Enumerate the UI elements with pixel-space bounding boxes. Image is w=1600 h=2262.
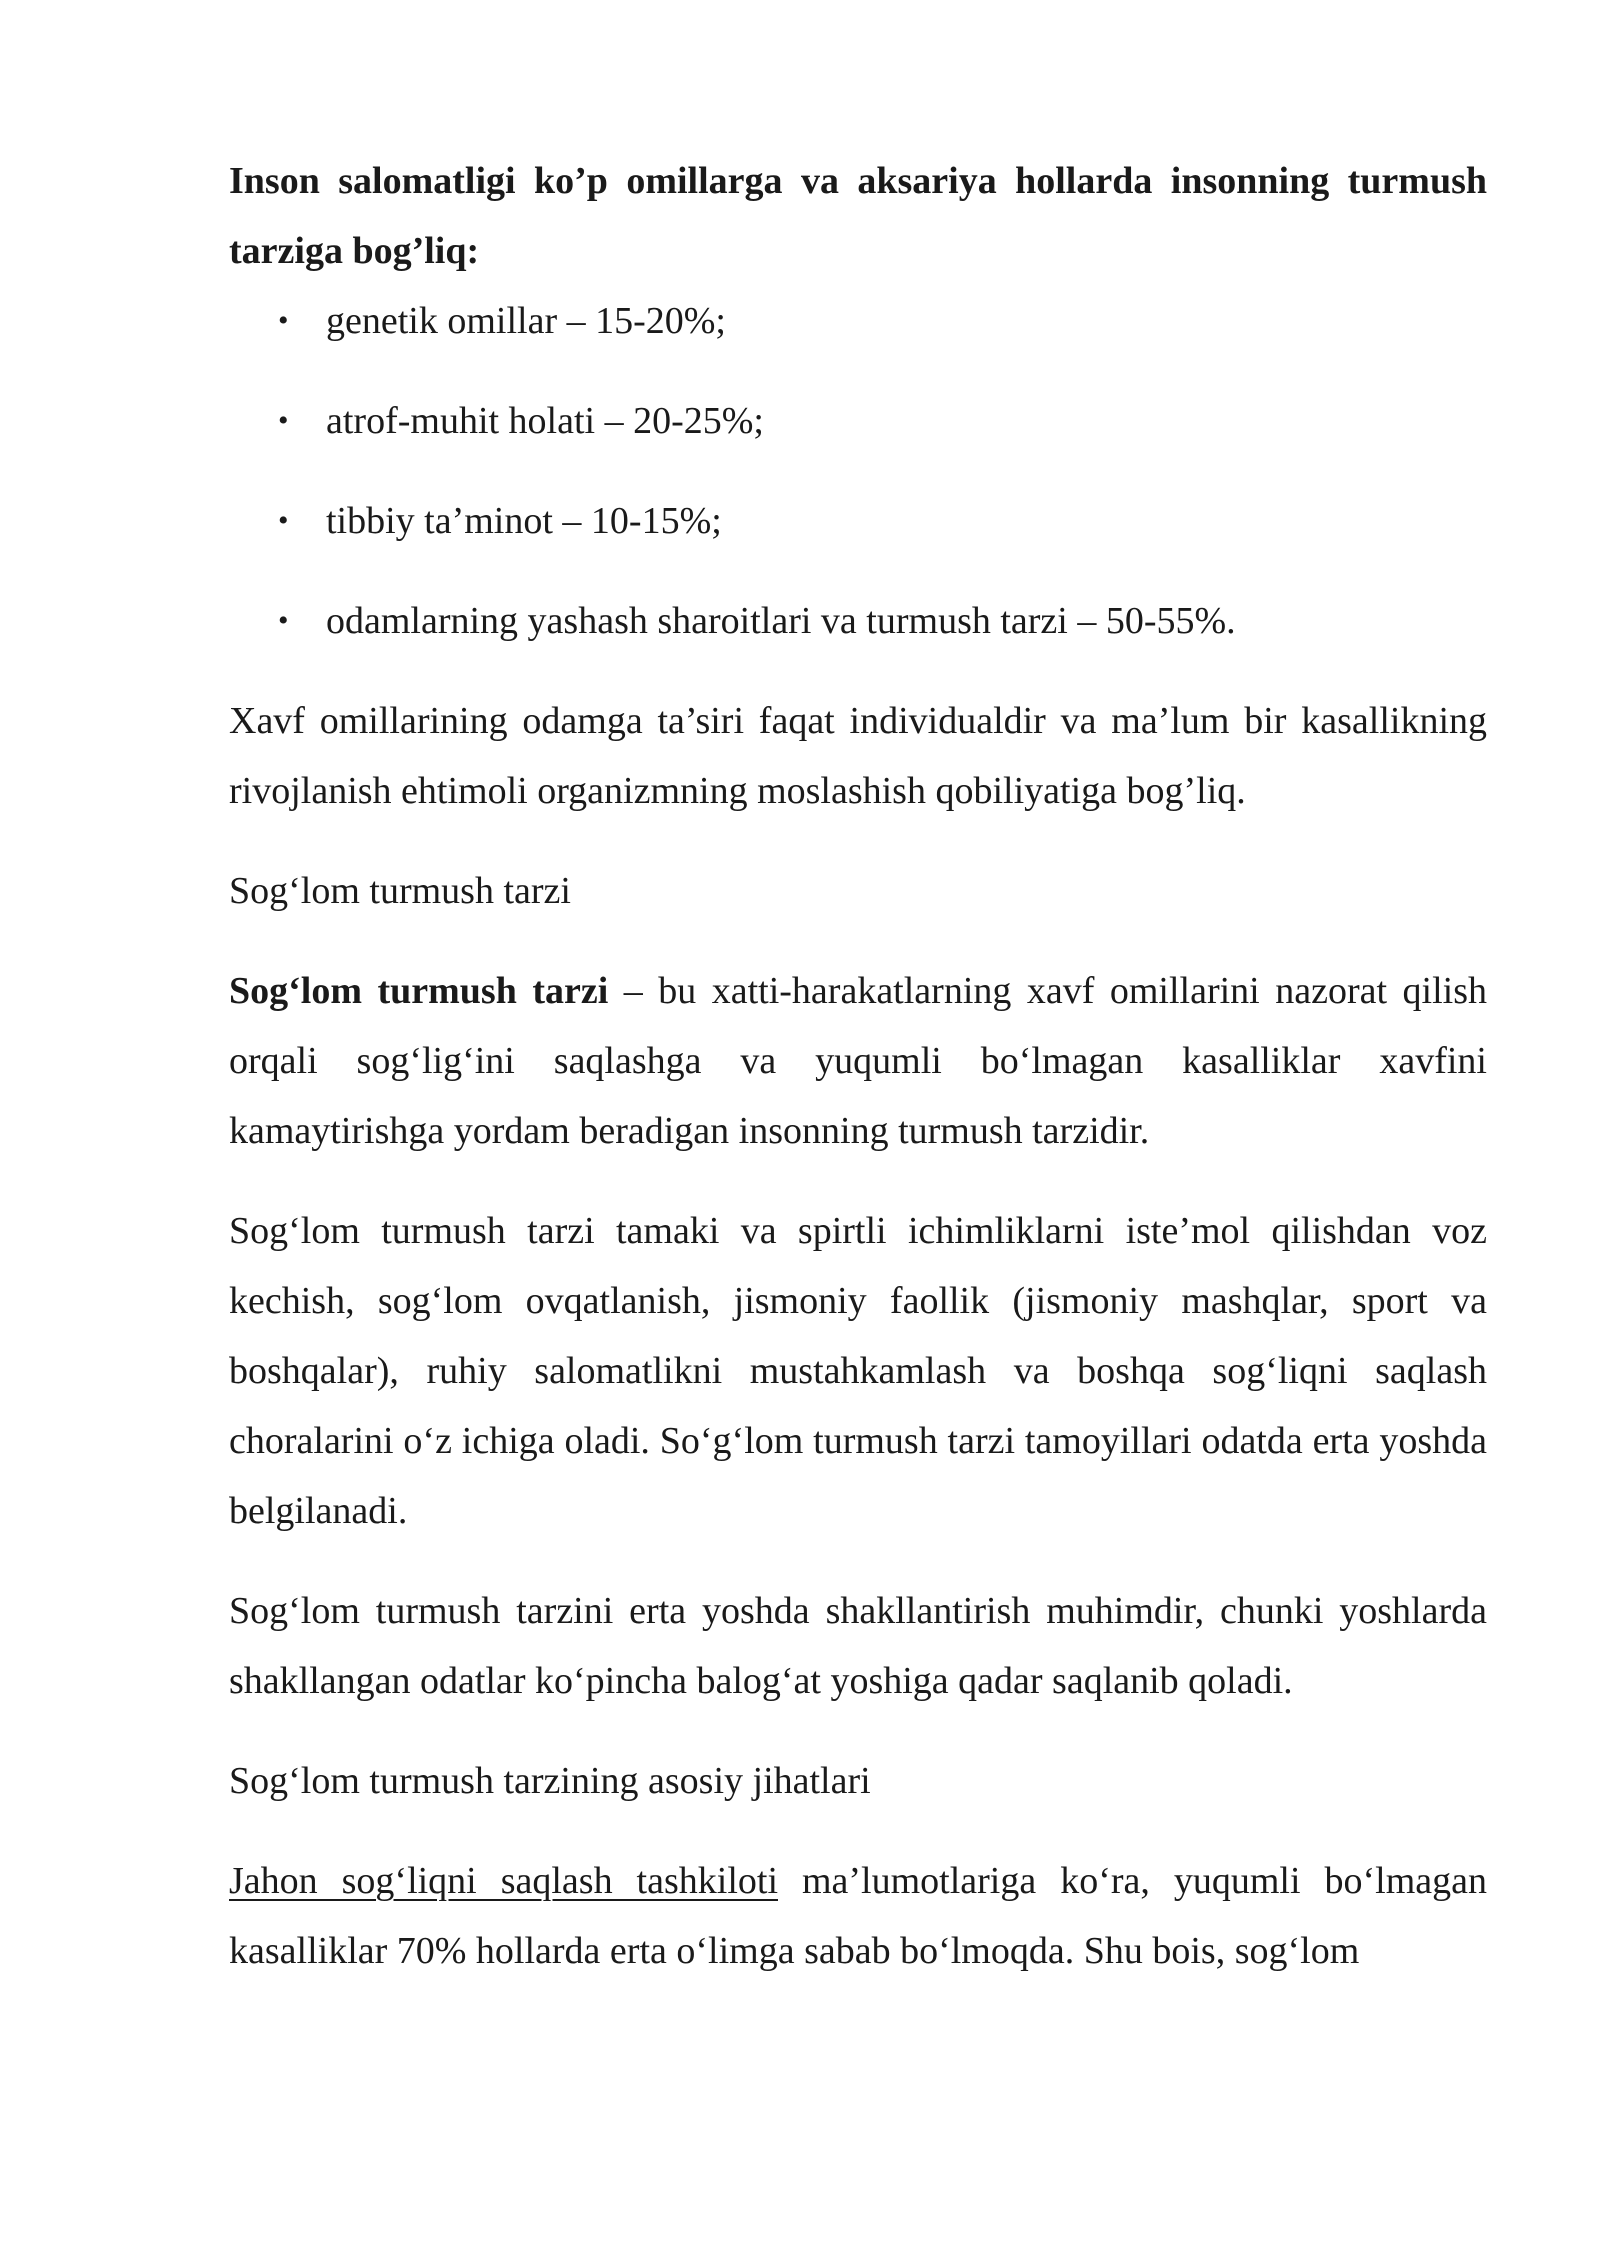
factors-list bbox=[229, 286, 1487, 656]
factor-text: tibbiy ta’minot – 10-15%; bbox=[326, 500, 722, 542]
list-item bbox=[229, 286, 1487, 356]
factor-text: genetik omillar – 15-20%; bbox=[326, 300, 726, 342]
bullet-icon: • bbox=[278, 304, 289, 337]
list-item bbox=[229, 386, 1487, 456]
risk-paragraph: Xavf omillarining odamga ta’siri faqat individualdir va ma’lum bir kasallikning rivojlanish ehtimoli organizmning moslashish qobiliyatiga bog’liq. bbox=[229, 700, 1487, 812]
definition-paragraph bbox=[229, 956, 1487, 1166]
bullet-icon: • bbox=[278, 504, 289, 537]
who-text: ma’lumotlariga ko‘ra, yuqumli bo‘lmagan kasalliklar 70% hollarda erta o‘limga sabab bo‘lmoqda. Shu bois, sog‘lom bbox=[229, 1860, 1487, 1972]
document-page bbox=[229, 146, 1487, 1986]
factor-text: odamlarning yashash sharoitlari va turmush tarzi – 50-55%. bbox=[326, 600, 1236, 642]
bullet-icon: • bbox=[278, 404, 289, 437]
list-item bbox=[229, 586, 1487, 656]
intro-heading: Inson salomatligi ko’p omillarga va aksariya hollarda insonning turmush tarziga bog’liq: bbox=[229, 160, 1487, 272]
factor-text: atrof-muhit holati – 20-25%; bbox=[326, 400, 764, 442]
who-paragraph bbox=[229, 1846, 1487, 1986]
list-item bbox=[229, 486, 1487, 556]
bullet-icon: • bbox=[278, 604, 289, 637]
definition-term: Sog‘lom turmush tarzi bbox=[229, 970, 609, 1012]
who-link[interactable]: Jahon sog‘liqni saqlash tashkiloti bbox=[229, 1860, 778, 1902]
section-title-healthy-lifestyle: Sog‘lom turmush tarzi bbox=[229, 870, 571, 912]
section-title-main-aspects: Sog‘lom turmush tarzining asosiy jihatlari bbox=[229, 1760, 871, 1802]
definition-text: – bu xatti-harakatlarning xavf omillarini nazorat qilish orqali sog‘lig‘ini saqlashga va yuqumli bo‘lmagan kasalliklar xavfini kamaytirishga yordam beradigan insonning turmush tarzidir. bbox=[229, 970, 1487, 1152]
early-age-paragraph: Sog‘lom turmush tarzini erta yoshda shakllantirish muhimdir, chunki yoshlarda shakllangan odatlar ko‘pincha balog‘at yoshiga qadar saqlanib qoladi. bbox=[229, 1590, 1487, 1702]
includes-paragraph: Sog‘lom turmush tarzi tamaki va spirtli ichimliklarni iste’mol qilishdan voz kechish, sog‘lom ovqatlanish, jismoniy faollik (jismoniy mashqlar, sport va boshqalar), ruhiy salomatlikni mustahkamlash va boshqa sog‘liqni saqlash choralarini o‘z ichiga oladi. So‘g‘lom turmush tarzi tamoyillari odatda erta yoshda belgilanadi. bbox=[229, 1210, 1487, 1532]
